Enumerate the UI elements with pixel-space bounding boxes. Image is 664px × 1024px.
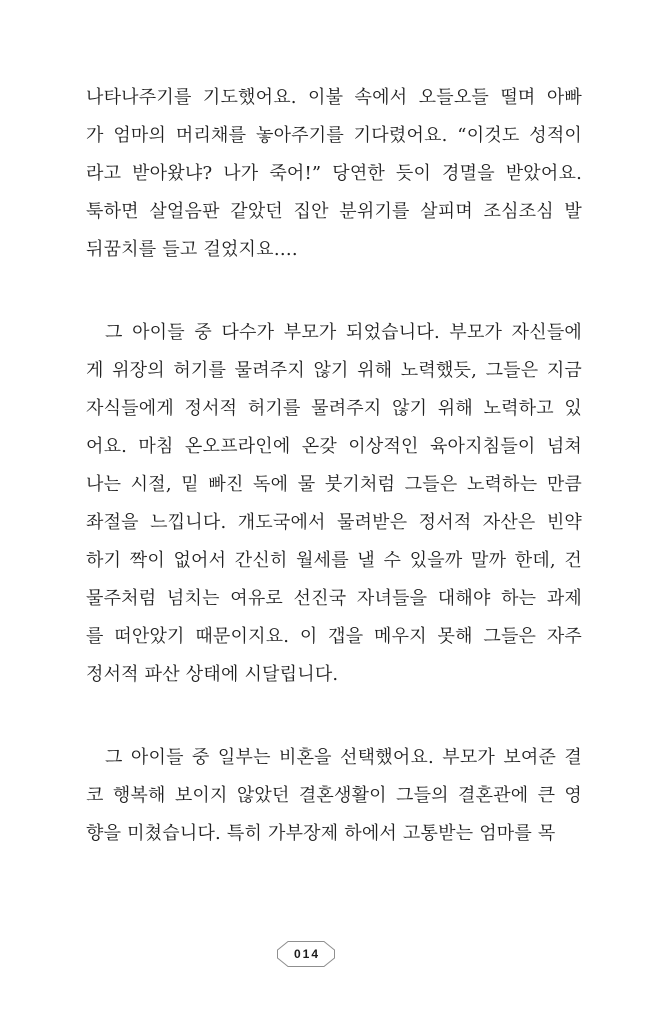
text-line: 툭하면 살얼음판 같았던 집안 분위기를 살피며 조심조심 발 xyxy=(86,201,582,222)
text-line: 자식들에게 정서적 허기를 물려주지 않기 위해 노력하고 있 xyxy=(86,398,582,419)
text-line: 가 엄마의 머리채를 놓아주기를 기다렸어요. “이것도 성적이 xyxy=(86,125,582,146)
text-line: 하기 짝이 없어서 간신히 월세를 낼 수 있을까 말까 한데, 건 xyxy=(86,550,582,571)
page-number-badge xyxy=(277,941,335,967)
text-line: 물주처럼 넘치는 여유로 선진국 자녀들을 대해야 하는 과제 xyxy=(86,588,582,609)
text-line: 그 아이들 중 일부는 비혼을 선택했어요. 부모가 보여준 결 xyxy=(105,747,582,768)
text-line: 좌절을 느낍니다. 개도국에서 물려받은 정서적 자산은 빈약 xyxy=(86,512,582,533)
body-text xyxy=(86,79,582,853)
text-line: 그 아이들 중 다수가 부모가 되었습니다. 부모가 자신들에 xyxy=(105,322,582,343)
text-line: 를 떠안았기 때문이지요. 이 갭을 메우지 못해 그들은 자주 xyxy=(86,626,582,647)
text-line: 나타나주기를 기도했어요. 이불 속에서 오들오들 떨며 아빠 xyxy=(86,87,582,108)
text-line: 코 행복해 보이지 않았던 결혼생활이 그들의 결혼관에 큰 영 xyxy=(86,785,582,806)
page-number: 014 xyxy=(293,947,321,961)
text-line: 정서적 파산 상태에 시달립니다. xyxy=(86,664,339,685)
text-line: 나는 시절, 밑 빠진 독에 물 붓기처럼 그들은 노력하는 만큼 xyxy=(86,474,582,495)
text-line: 뒤꿈치를 들고 걸었지요…. xyxy=(86,239,298,260)
text-line: 어요. 마침 온오프라인에 온갖 이상적인 육아지침들이 넘쳐 xyxy=(86,436,582,457)
paragraph xyxy=(86,314,582,694)
text-line: 향을 미쳤습니다. 특히 가부장제 하에서 고통받는 엄마를 목 xyxy=(86,823,556,844)
paragraph xyxy=(86,79,582,269)
text-line: 라고 받아왔냐? 나가 죽어!” 당연한 듯이 경멸을 받았어요. xyxy=(86,163,582,184)
text-line: 게 위장의 허기를 물려주지 않기 위해 노력했듯, 그들은 지금 xyxy=(86,360,582,381)
paragraph xyxy=(86,739,582,853)
